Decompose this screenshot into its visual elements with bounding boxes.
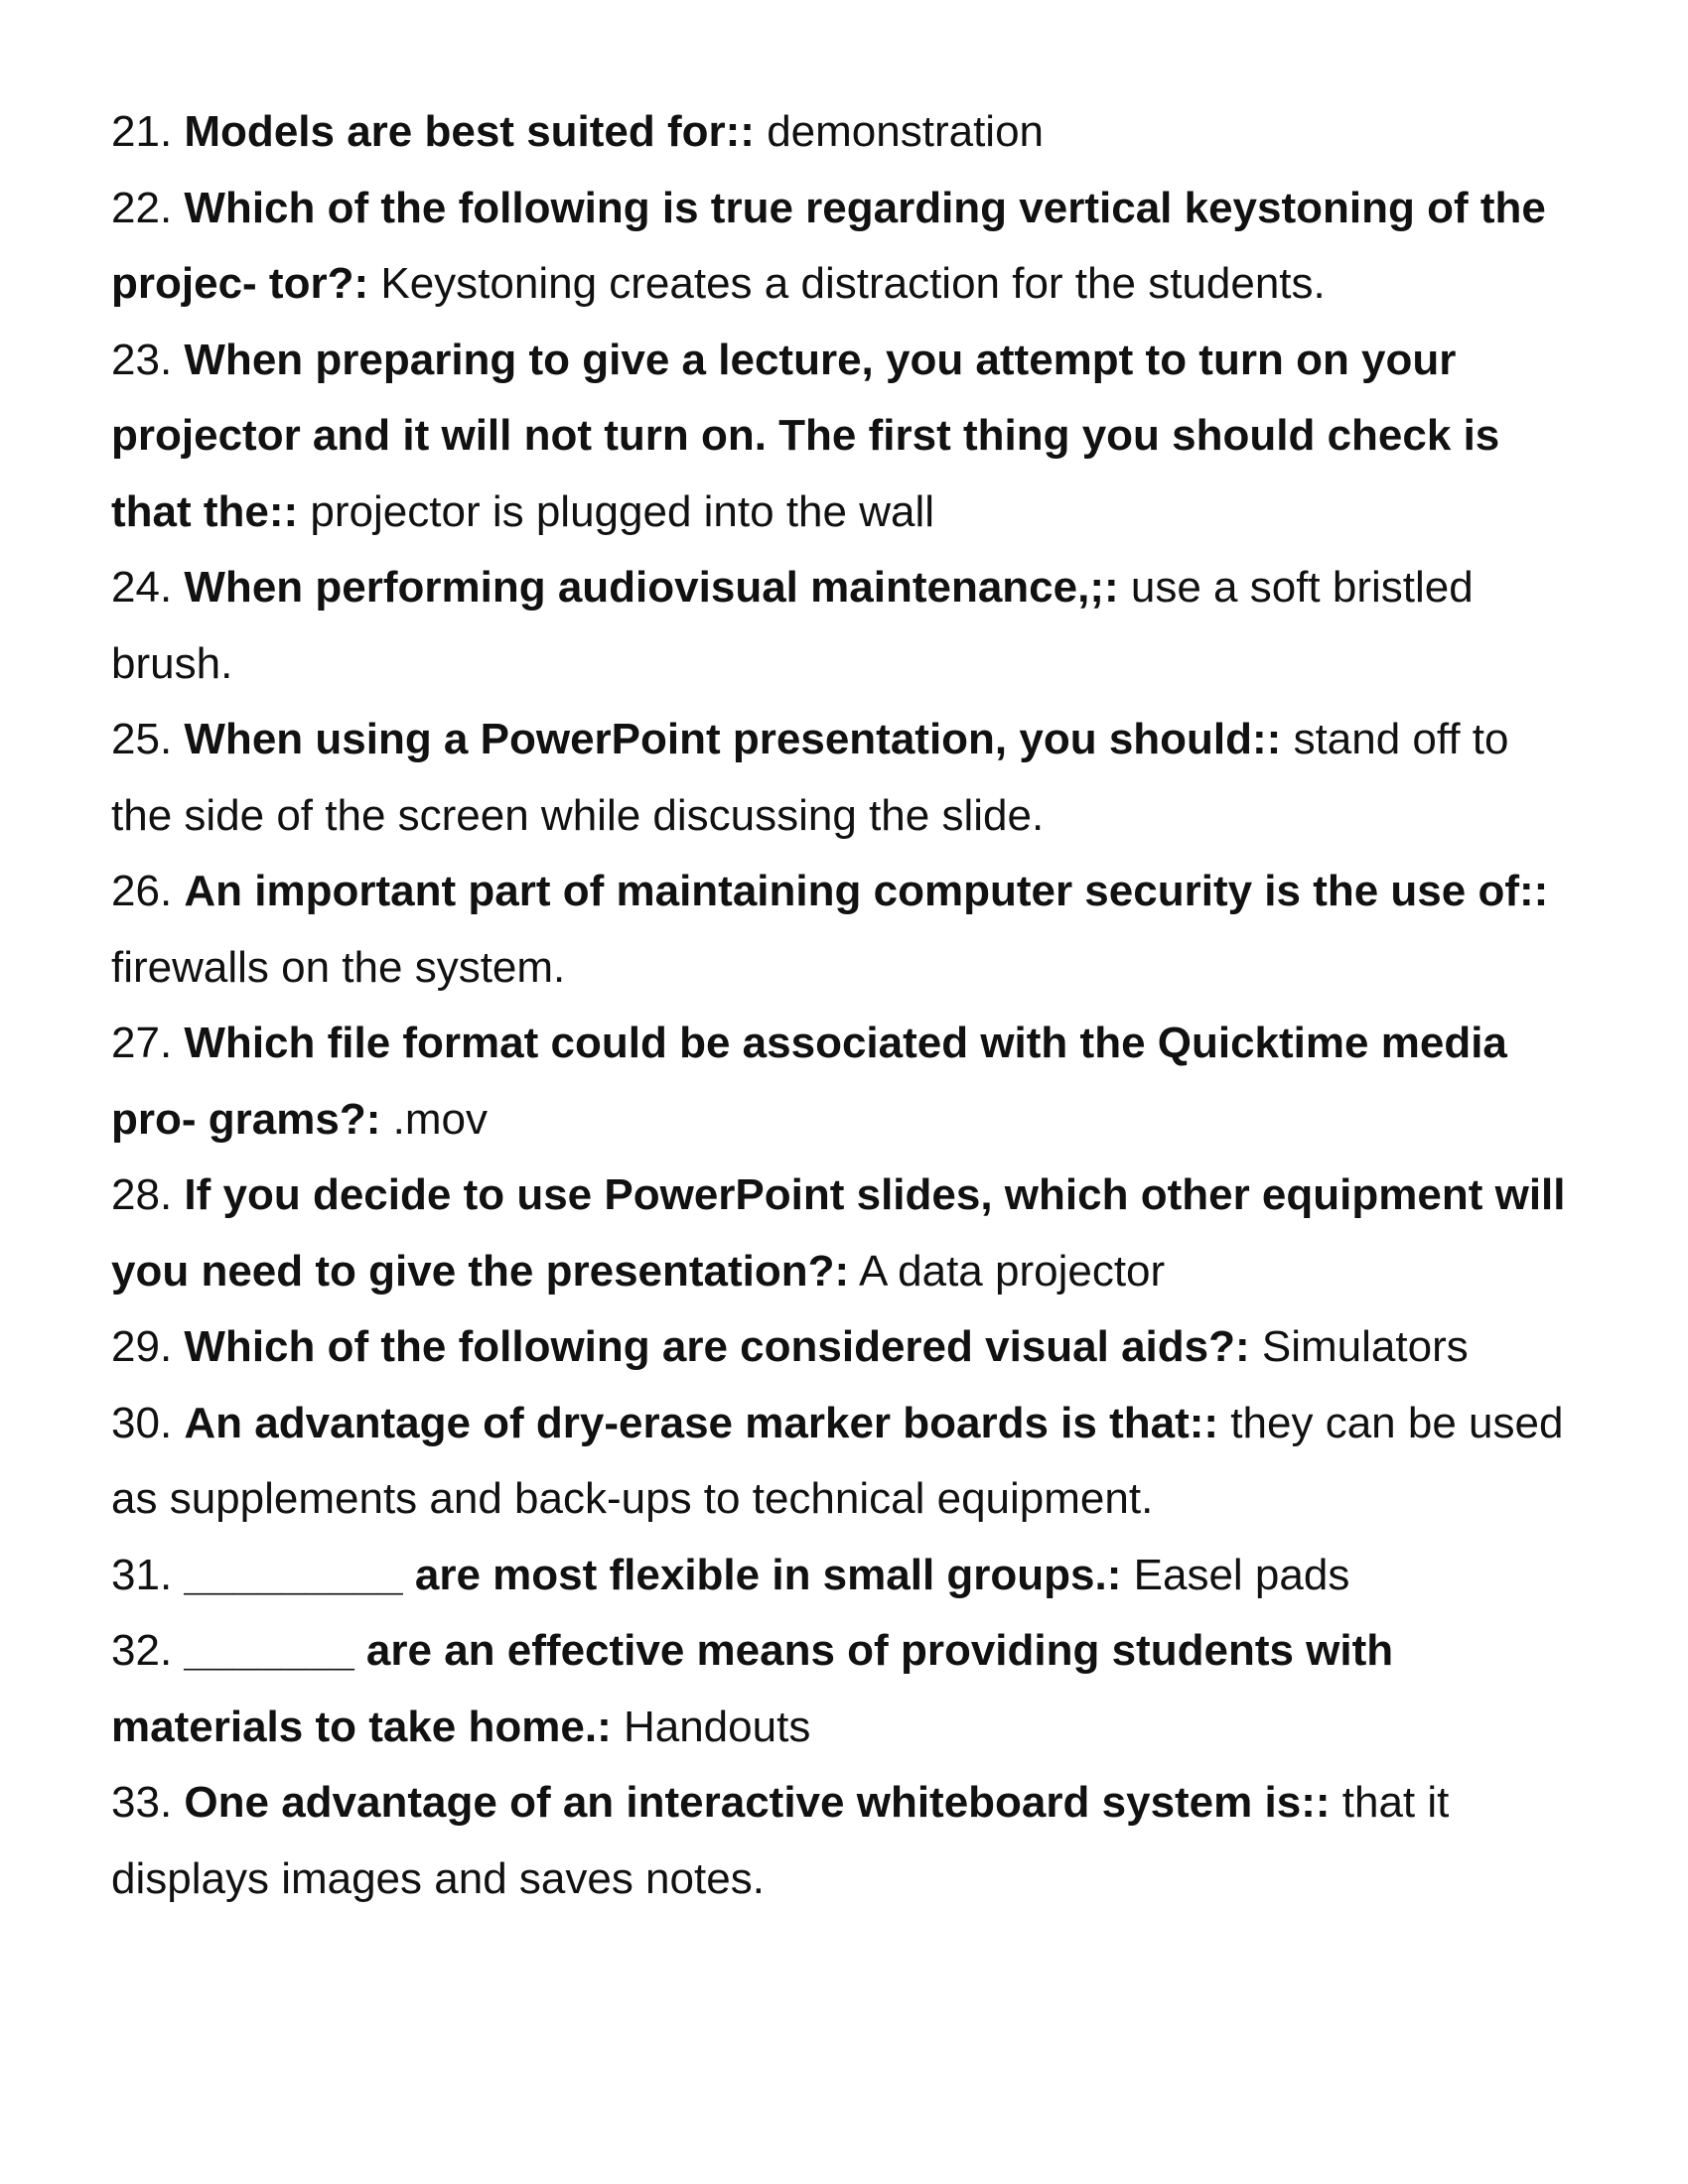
item-answer: Easel pads — [1133, 1550, 1350, 1599]
item-answer: that it displays images and saves notes. — [111, 1778, 1450, 1903]
item-answer: Handouts — [623, 1702, 811, 1751]
item-answer: Keystoning creates a distraction for the students. — [380, 259, 1326, 308]
qa-item-31 — [111, 1538, 1581, 1614]
item-question: An advantage of dry-erase marker boards is that:: — [184, 1398, 1219, 1447]
qa-item-30 — [111, 1386, 1581, 1538]
qa-item-22 — [111, 171, 1581, 323]
item-answer: firewalls on the system. — [111, 942, 566, 992]
item-question: An important part of maintaining computer security is the use of:: — [184, 867, 1549, 915]
item-number: 33. — [111, 1778, 173, 1827]
item-answer: A data projector — [858, 1246, 1166, 1296]
qa-item-26 — [111, 854, 1581, 1006]
item-answer: projector is plugged into the wall — [310, 486, 935, 536]
item-number: 21. — [111, 107, 173, 156]
item-question: _________ are most flexible in small groups.: — [184, 1550, 1122, 1599]
item-question: Which file format could be associated with the Quicktime media pro- grams?: — [111, 1019, 1507, 1144]
item-number: 30. — [111, 1398, 173, 1447]
qa-item-28 — [111, 1158, 1581, 1309]
qa-item-21 — [111, 94, 1581, 171]
item-answer: use a soft bristled brush. — [111, 563, 1474, 688]
item-question: _______ are an effective means of providing students with materials to take home.: — [111, 1626, 1394, 1751]
item-number: 32. — [111, 1626, 173, 1675]
item-answer: stand off to the side of the screen while discussing the slide. — [111, 715, 1509, 840]
qa-item-32 — [111, 1613, 1581, 1765]
item-number: 27. — [111, 1019, 173, 1067]
item-question: If you decide to use PowerPoint slides, which other equipment will you need to give the presentation?: — [111, 1170, 1566, 1296]
item-question: When preparing to give a lecture, you attempt to turn on your projector and it will not turn on. The first thing you should check is that the:: — [111, 335, 1500, 536]
qa-item-24 — [111, 550, 1581, 702]
item-answer: Simulators — [1261, 1322, 1469, 1371]
qa-item-25 — [111, 702, 1581, 854]
item-answer: demonstration — [767, 107, 1045, 156]
item-question: Models are best suited for:: — [184, 107, 755, 156]
item-question: Which of the following is true regarding vertical keystoning of the projec- tor?: — [111, 183, 1546, 308]
item-answer: they can be used as supplements and back-ups to technical equipment. — [111, 1398, 1564, 1523]
item-number: 23. — [111, 335, 173, 384]
qa-item-29 — [111, 1309, 1581, 1386]
item-question: Which of the following are considered visual aids?: — [184, 1322, 1250, 1371]
question-answer-list — [111, 94, 1581, 1917]
item-number: 25. — [111, 715, 173, 763]
item-number: 31. — [111, 1550, 173, 1599]
item-question: When using a PowerPoint presentation, you should:: — [184, 715, 1282, 763]
item-number: 26. — [111, 867, 173, 915]
item-number: 28. — [111, 1170, 173, 1219]
item-number: 29. — [111, 1322, 173, 1371]
item-number: 22. — [111, 183, 173, 232]
qa-item-27 — [111, 1006, 1581, 1158]
item-question: One advantage of an interactive whiteboard system is:: — [184, 1778, 1331, 1827]
qa-item-23 — [111, 323, 1581, 551]
item-answer: .mov — [392, 1094, 488, 1144]
qa-item-33 — [111, 1765, 1581, 1917]
item-number: 24. — [111, 563, 173, 612]
item-question: When performing audiovisual maintenance,;: — [184, 563, 1119, 612]
